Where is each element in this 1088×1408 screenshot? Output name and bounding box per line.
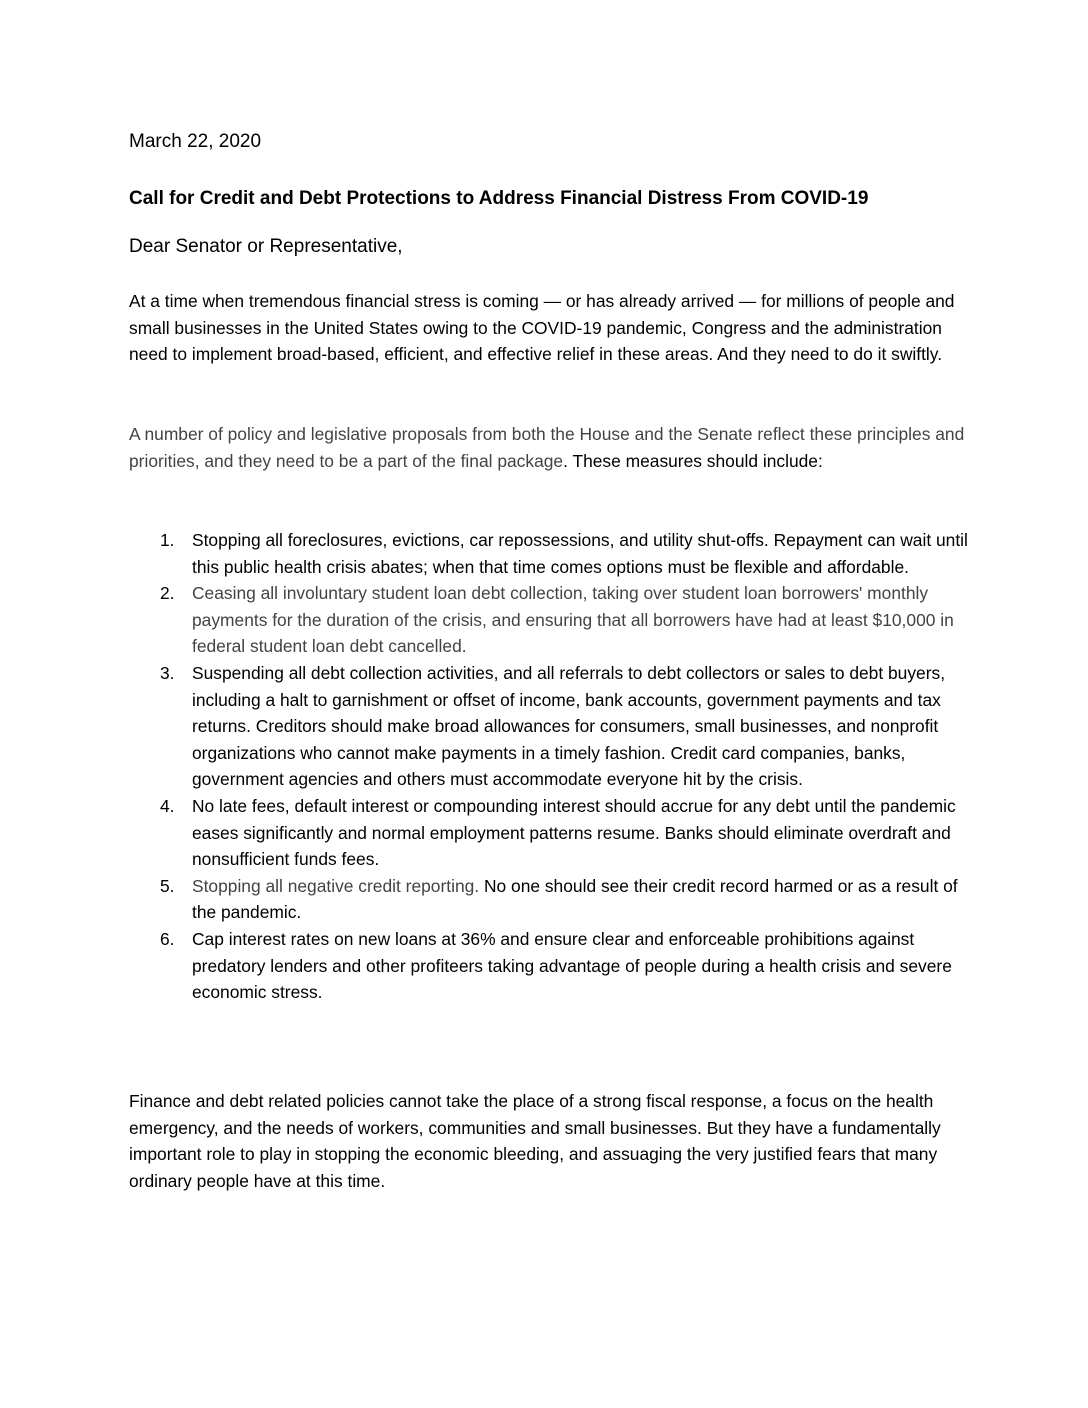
list-item-text: Suspending all debt collection activities, and all referrals to debt collectors or sales to debt buyers, including a halt to garnishment or offset of income, bank accounts, government payments and tax returns. Creditors should make broad allowances for consumers, small businesses, and nonprofit organizations who cannot make payments in a timely fashion. Credit card companies, banks, government agencies and others must accommodate everyone hit by the crisis.: [192, 662, 946, 790]
list-item-number: 1.: [160, 530, 175, 550]
list-item-text: Cap interest rates on new loans at 36% and ensure clear and enforceable prohibitions against predatory lenders and other profiteers taking advantage of people during a health crisis and severe economic stress.: [192, 928, 952, 1003]
measures-list: [129, 527, 979, 1006]
list-item: [129, 873, 979, 926]
letter-date: March 22, 2020: [129, 131, 262, 152]
list-item: [129, 926, 979, 1006]
list-item-number: 6.: [160, 928, 175, 949]
closing-paragraph: Finance and debt related policies cannot take the place of a strong fiscal response, a focus on the health emergency, and the needs of workers, communities and small businesses. But they have a fundamentally important role to play in stopping the economic bleeding, and assuaging the very justified fears that many ordinary people have at this time.: [129, 1091, 941, 1191]
list-item-number: 4.: [160, 795, 175, 816]
list-item: [129, 793, 979, 873]
list-item-number: 3.: [160, 662, 175, 683]
list-item: [129, 580, 979, 660]
list-item-text-rest: No one should see their credit record harmed or as a result of the pandemic.: [192, 875, 958, 923]
proposals-lead-text: A number of policy and legislative proposals from both the House and the Senate reflect these principles and priorities, and they need to be a part of the final package: [129, 424, 965, 471]
list-item-text: Ceasing all involuntary student loan debt collection, taking over student loan borrowers' monthly payments for the duration of the crisis, and ensuring that all borrowers have had at least $10,000 in federal student loan debt cancelled.: [192, 583, 954, 657]
list-item-text: No late fees, default interest or compounding interest should accrue for any debt until the pandemic eases significantly and normal employment patterns resume. Banks should eliminate overdraft and nonsufficient funds fees.: [192, 795, 956, 870]
proposals-tail-text: . These measures should include:: [563, 450, 823, 471]
list-item-text: Stopping all foreclosures, evictions, car repossessions, and utility shut-offs. Repayment can wait until this public health crisis abates; when that time comes options must be flexible and affordable.: [192, 530, 968, 577]
letter-title: Call for Credit and Debt Protections to Address Financial Distress From COVID-19: [129, 188, 869, 209]
list-item: [129, 660, 979, 793]
list-item-number: 5.: [160, 875, 175, 896]
list-item: [129, 527, 979, 580]
list-item-text: Stopping all negative credit reporting.: [192, 875, 480, 896]
proposals-paragraph: [129, 421, 979, 474]
list-item-number: 2.: [160, 583, 175, 604]
salutation: Dear Senator or Representative,: [129, 236, 403, 257]
intro-paragraph: At a time when tremendous financial stress is coming — or has already arrived — for millions of people and small businesses in the United States owing to the COVID-19 pandemic, Congress and the administration need to implement broad-based, efficient, and effective relief in these areas. And they need to do it swiftly.: [129, 291, 955, 365]
